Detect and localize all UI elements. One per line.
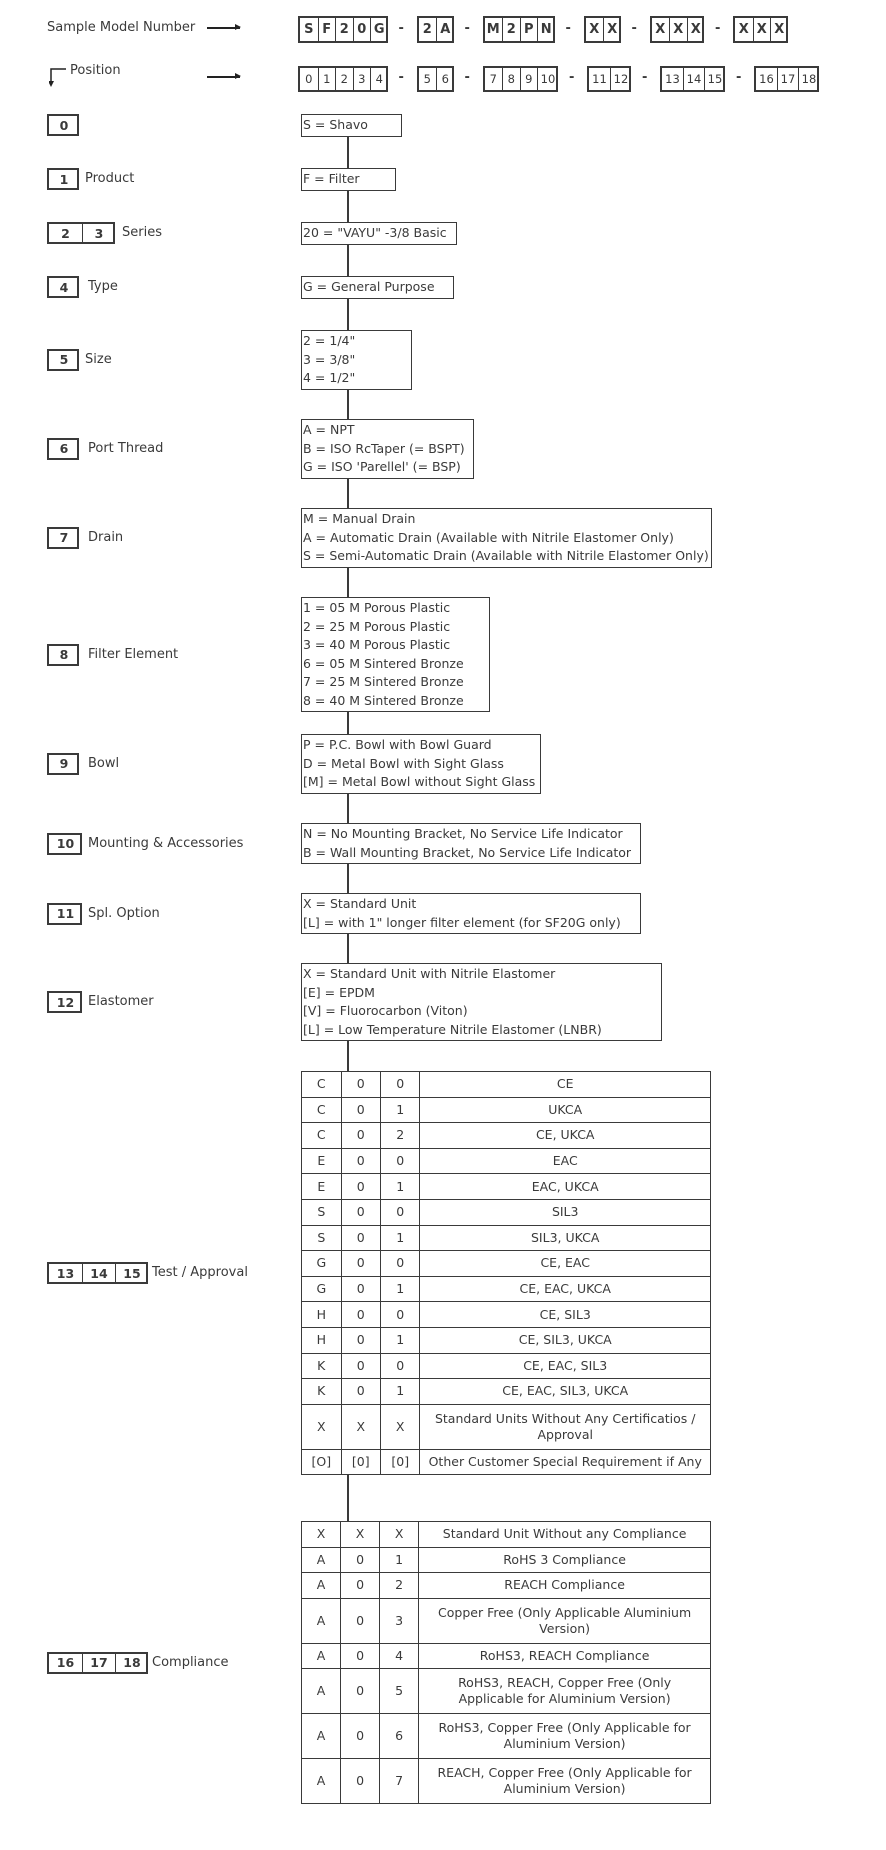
connector-line	[347, 191, 349, 223]
table-row	[302, 1097, 711, 1123]
section-label: Bowl	[88, 755, 120, 771]
position-corner-arrow-icon	[49, 68, 67, 82]
code-cell: 0	[341, 1174, 380, 1200]
code-cell: 0	[341, 1123, 380, 1149]
code-cell: 1	[381, 1379, 420, 1405]
position-box-group	[47, 833, 82, 855]
code-cell: 0	[381, 1199, 420, 1225]
code-cell: 0	[381, 1353, 420, 1379]
position-box: 10	[56, 836, 75, 851]
code-cell: E	[302, 1174, 342, 1200]
table-row	[302, 1449, 711, 1475]
code-cell: E	[302, 1148, 342, 1174]
table-row	[302, 1251, 711, 1277]
table-row	[302, 1598, 711, 1643]
code-cell: 1	[381, 1225, 420, 1251]
table-row	[302, 1643, 711, 1669]
position-box-group	[47, 753, 79, 775]
model-char: N	[537, 18, 555, 41]
connector-line	[347, 794, 349, 824]
option-line: B = ISO RcTaper (= BSPT)	[303, 440, 465, 456]
position-box-group	[47, 1652, 148, 1674]
position-char: 16	[759, 72, 774, 86]
position-char: 4	[370, 68, 388, 90]
code-cell: 1	[381, 1276, 420, 1302]
position-box: 12	[56, 994, 75, 1010]
options-box	[301, 893, 641, 934]
model-char: M	[486, 22, 500, 37]
position-char: 0	[305, 72, 313, 86]
position-box: 13	[56, 1265, 75, 1281]
connector-line	[347, 1475, 349, 1521]
code-cell: 0	[341, 1251, 380, 1277]
options-box	[301, 823, 641, 864]
description-cell: CE, SIL3, UKCA	[420, 1327, 711, 1353]
position-char: 2	[335, 68, 353, 90]
model-char: S	[304, 22, 314, 37]
code-cell: 2	[380, 1573, 419, 1599]
position-box: 18	[115, 1654, 148, 1672]
option-line: 8 = 40 M Sintered Bronze	[303, 692, 464, 708]
code-cell: 0	[341, 1225, 380, 1251]
description-cell: CE	[420, 1072, 711, 1098]
code-cell: [0]	[341, 1449, 380, 1475]
option-line: A = Automatic Drain (Available with Nitrile Elastomer Only)	[303, 529, 674, 545]
model-char: A	[436, 18, 454, 41]
option-line: M = Manual Drain	[303, 511, 416, 526]
options-box	[301, 114, 402, 137]
code-cell: [O]	[302, 1449, 342, 1475]
position-char: 3	[353, 68, 371, 90]
connector-line	[347, 712, 349, 734]
position-box-group	[47, 438, 79, 460]
option-line: P = P.C. Bowl with Bowl Guard	[303, 737, 492, 752]
position-box: 11	[56, 906, 75, 921]
position-dash: -	[398, 70, 404, 85]
sample-model-label: Sample Model Number	[47, 20, 196, 35]
position-dash: -	[736, 70, 742, 85]
position-dash: -	[642, 70, 648, 85]
model-group	[650, 16, 705, 43]
options-box	[301, 963, 662, 1041]
options-box	[301, 734, 541, 794]
position-box-group	[47, 903, 82, 925]
position-char: 17	[777, 68, 798, 90]
position-box-group	[47, 1262, 148, 1284]
description-cell: EAC, UKCA	[420, 1174, 711, 1200]
code-cell: X	[302, 1404, 342, 1449]
position-box-group	[47, 644, 79, 666]
model-char: X	[687, 18, 705, 41]
table-row	[302, 1174, 711, 1200]
code-cell: 0	[341, 1669, 380, 1714]
code-cell: 1	[381, 1174, 420, 1200]
position-char: 10	[537, 68, 558, 90]
options-box	[301, 419, 474, 479]
model-group	[483, 16, 555, 43]
description-cell: CE, EAC, SIL3, UKCA	[420, 1379, 711, 1405]
code-cell: H	[302, 1302, 342, 1328]
code-cell: [0]	[381, 1449, 420, 1475]
table-row	[302, 1522, 711, 1548]
code-cell: 0	[341, 1547, 380, 1573]
code-cell: 0	[341, 1573, 380, 1599]
table-row	[302, 1573, 711, 1599]
approval-table	[301, 1071, 711, 1475]
position-group	[754, 66, 819, 92]
option-line: 20 = "VAYU" -3/8 Basic	[303, 225, 447, 240]
code-cell: H	[302, 1327, 342, 1353]
model-dash: -	[715, 20, 721, 36]
position-char: 12	[610, 68, 631, 90]
position-char: 11	[592, 72, 607, 86]
position-box: 8	[59, 647, 69, 662]
option-line: F = Filter	[303, 171, 360, 186]
connector-line	[347, 137, 349, 169]
position-group	[298, 66, 388, 92]
table-row	[302, 1353, 711, 1379]
code-cell: 6	[380, 1714, 419, 1759]
code-cell: 1	[381, 1327, 420, 1353]
option-line: [L] = Low Temperature Nitrile Elastomer (LNBR)	[303, 1021, 602, 1037]
option-line: B = Wall Mounting Bracket, No Service Life Indicator	[303, 844, 632, 860]
code-cell: 7	[380, 1759, 419, 1804]
connector-line	[347, 568, 349, 598]
model-char: 0	[353, 18, 371, 41]
description-cell: REACH Compliance	[419, 1573, 711, 1599]
model-char: X	[655, 22, 666, 37]
position-box-group	[47, 276, 79, 298]
connector-line	[347, 299, 349, 331]
code-cell: X	[302, 1522, 341, 1548]
description-cell: Standard Unit Without any Compliance	[419, 1522, 711, 1548]
description-cell: CE, EAC	[420, 1251, 711, 1277]
section-label: Port Thread	[88, 440, 164, 456]
code-cell: 0	[341, 1302, 380, 1328]
code-cell: 0	[341, 1714, 380, 1759]
connector-line	[347, 390, 349, 420]
option-line: 2 = 25 M Porous Plastic	[303, 618, 451, 634]
section-label: Elastomer	[88, 994, 154, 1009]
position-label: Position	[70, 63, 121, 78]
option-line: 3 = 3/8"	[303, 351, 356, 367]
description-cell: Other Customer Special Requirement if Any	[420, 1449, 711, 1475]
model-group	[584, 16, 621, 43]
compliance-table	[301, 1521, 711, 1804]
code-cell: C	[302, 1097, 342, 1123]
options-box	[301, 508, 712, 568]
code-cell: 0	[341, 1759, 380, 1804]
position-box: 7	[59, 530, 69, 546]
code-cell: 0	[341, 1327, 380, 1353]
position-box-group	[47, 991, 82, 1013]
code-cell: 0	[341, 1598, 380, 1643]
position-box-group	[47, 222, 115, 244]
model-char: 2	[502, 18, 520, 41]
description-cell: RoHS3, REACH, Copper Free (Only Applicable for Aluminium Version)	[419, 1669, 711, 1714]
model-char: G	[370, 18, 388, 41]
code-cell: X	[381, 1404, 420, 1449]
position-dash: -	[464, 70, 470, 85]
code-cell: 1	[380, 1547, 419, 1573]
model-char: X	[589, 22, 600, 37]
position-box: 3	[82, 224, 115, 242]
option-line: G = ISO 'Parellel' (= BSP)	[303, 459, 461, 474]
position-box: 5	[59, 352, 69, 368]
code-cell: 0	[381, 1302, 420, 1328]
position-box-group	[47, 527, 79, 549]
model-char: F	[318, 18, 336, 41]
code-cell: 0	[341, 1353, 380, 1379]
code-cell: 0	[341, 1072, 380, 1098]
option-line: G = General Purpose	[303, 279, 435, 294]
section-label: Test / Approval	[152, 1265, 248, 1281]
table-row	[302, 1123, 711, 1149]
code-cell: 0	[341, 1379, 380, 1405]
code-cell: 4	[380, 1643, 419, 1669]
code-cell: 0	[341, 1643, 380, 1669]
options-box	[301, 330, 412, 390]
options-box	[301, 597, 490, 712]
model-group	[733, 16, 788, 43]
code-cell: 0	[381, 1072, 420, 1098]
table-row	[302, 1714, 711, 1759]
position-char: 18	[798, 68, 819, 90]
model-dash: -	[631, 20, 637, 36]
section-label: Product	[85, 171, 135, 187]
table-row	[302, 1199, 711, 1225]
position-char: 13	[665, 72, 680, 86]
options-box	[301, 222, 457, 245]
table-row	[302, 1225, 711, 1251]
code-cell: A	[302, 1573, 341, 1599]
table-row	[302, 1379, 711, 1405]
table-row	[302, 1547, 711, 1573]
section-label: Filter Element	[88, 646, 179, 662]
position-box: 16	[56, 1655, 75, 1671]
position-box: 1	[59, 171, 69, 187]
code-cell: 3	[380, 1598, 419, 1643]
option-line: S = Semi-Automatic Drain (Available with Nitrile Elastomer Only)	[303, 548, 709, 563]
option-line: A = NPT	[303, 422, 355, 437]
option-line: 4 = 1/2"	[303, 370, 356, 385]
code-cell: 0	[341, 1148, 380, 1174]
position-box-group	[47, 168, 79, 190]
section-label: Spl. Option	[88, 905, 160, 921]
position-box: 9	[59, 756, 69, 772]
position-box-group	[47, 349, 79, 371]
position-box: 6	[59, 441, 69, 457]
model-group	[417, 16, 454, 43]
option-line: X = Standard Unit	[303, 896, 417, 911]
option-line: 7 = 25 M Sintered Bronze	[303, 674, 464, 689]
option-line: 1 = 05 M Porous Plastic	[303, 600, 451, 615]
model-char: 2	[422, 22, 432, 37]
table-row	[302, 1327, 711, 1353]
table-row	[302, 1404, 711, 1449]
table-row	[302, 1276, 711, 1302]
position-group	[660, 66, 725, 92]
option-line: S = Shavo	[303, 117, 368, 132]
code-cell: 2	[381, 1123, 420, 1149]
option-line: [V] = Fluorocarbon (Viton)	[303, 1003, 468, 1018]
code-cell: K	[302, 1379, 342, 1405]
description-cell: CE, UKCA	[420, 1123, 711, 1149]
position-group	[587, 66, 631, 92]
code-cell: 5	[380, 1669, 419, 1714]
option-line: [M] = Metal Bowl without Sight Glass	[303, 774, 536, 789]
position-arrow	[207, 76, 240, 78]
code-cell: C	[302, 1123, 342, 1149]
option-line: [E] = EPDM	[303, 984, 375, 1000]
description-cell: CE, SIL3	[420, 1302, 711, 1328]
position-char: 6	[436, 68, 454, 90]
code-cell: G	[302, 1251, 342, 1277]
model-char: X	[603, 18, 621, 41]
position-char: 15	[704, 68, 725, 90]
connector-line	[347, 864, 349, 893]
table-row	[302, 1759, 711, 1804]
code-cell: 0	[341, 1097, 380, 1123]
code-cell: A	[302, 1759, 341, 1804]
table-row	[302, 1302, 711, 1328]
options-box	[301, 168, 396, 191]
model-char: X	[753, 18, 771, 41]
option-line: D = Metal Bowl with Sight Glass	[303, 755, 504, 771]
code-cell: S	[302, 1225, 342, 1251]
position-char: 8	[502, 68, 520, 90]
code-cell: K	[302, 1353, 342, 1379]
section-label: Drain	[88, 529, 124, 545]
description-cell: RoHS3, REACH Compliance	[419, 1643, 711, 1669]
position-box: 0	[59, 117, 69, 133]
options-box	[301, 276, 454, 299]
model-char: X	[738, 22, 749, 37]
option-line: 6 = 05 M Sintered Bronze	[303, 655, 464, 671]
option-line: [L] = with 1" longer filter element (for SF20G only)	[303, 914, 621, 930]
option-line: 2 = 1/4"	[303, 333, 356, 348]
option-line: N = No Mounting Bracket, No Service Life Indicator	[303, 826, 623, 841]
code-cell: 0	[341, 1199, 380, 1225]
section-label: Series	[122, 225, 162, 241]
description-cell: CE, EAC, SIL3	[420, 1353, 711, 1379]
model-dash: -	[464, 20, 470, 36]
position-char: 7	[489, 72, 497, 86]
table-row	[302, 1669, 711, 1714]
position-char: 1	[318, 68, 336, 90]
position-dash: -	[569, 70, 575, 85]
description-cell: REACH, Copper Free (Only Applicable for Aluminium Version)	[419, 1759, 711, 1804]
connector-line	[347, 479, 349, 509]
description-cell: Standard Units Without Any Certificatios / Approval	[420, 1404, 711, 1449]
position-box-group	[47, 114, 79, 136]
model-char: 2	[335, 18, 353, 41]
position-box: 17	[82, 1654, 115, 1672]
option-line: X = Standard Unit with Nitrile Elastomer	[303, 966, 556, 981]
description-cell: EAC	[420, 1148, 711, 1174]
position-box: 2	[61, 225, 70, 241]
section-label: Size	[85, 351, 112, 367]
model-char: X	[770, 18, 788, 41]
description-cell: RoHS 3 Compliance	[419, 1547, 711, 1573]
code-cell: A	[302, 1714, 341, 1759]
code-cell: A	[302, 1643, 341, 1669]
option-line: 3 = 40 M Porous Plastic	[303, 637, 451, 652]
code-cell: X	[341, 1522, 380, 1548]
position-box: 4	[59, 279, 69, 295]
position-char: 14	[683, 68, 704, 90]
position-group	[417, 66, 454, 92]
connector-line	[347, 245, 349, 277]
code-cell: 0	[381, 1251, 420, 1277]
section-label: Mounting & Accessories	[88, 835, 244, 851]
position-group	[483, 66, 559, 92]
position-char: 9	[520, 68, 538, 90]
code-cell: A	[302, 1598, 341, 1643]
code-cell: X	[341, 1404, 380, 1449]
model-dash: -	[565, 20, 571, 36]
code-cell: C	[302, 1072, 342, 1098]
position-char: 5	[423, 72, 431, 86]
code-cell: 1	[381, 1097, 420, 1123]
table-row	[302, 1072, 711, 1098]
code-cell: 0	[341, 1276, 380, 1302]
position-box: 15	[115, 1264, 148, 1282]
description-cell: SIL3, UKCA	[420, 1225, 711, 1251]
description-cell: SIL3	[420, 1199, 711, 1225]
description-cell: Copper Free (Only Applicable Aluminium Version)	[419, 1598, 711, 1643]
table-row	[302, 1148, 711, 1174]
code-cell: 0	[381, 1148, 420, 1174]
code-cell: A	[302, 1669, 341, 1714]
model-group	[298, 16, 388, 43]
section-label: Type	[88, 279, 118, 295]
position-box: 14	[82, 1264, 115, 1282]
sample-arrow	[207, 27, 240, 29]
connector-line	[347, 934, 349, 963]
code-cell: G	[302, 1276, 342, 1302]
section-label: Compliance	[152, 1654, 229, 1670]
description-cell: UKCA	[420, 1097, 711, 1123]
connector-line	[347, 1041, 349, 1071]
code-cell: S	[302, 1199, 342, 1225]
description-cell: CE, EAC, UKCA	[420, 1276, 711, 1302]
model-dash: -	[398, 20, 404, 36]
model-char: X	[669, 18, 687, 41]
code-cell: A	[302, 1547, 341, 1573]
description-cell: RoHS3, Copper Free (Only Applicable for Aluminium Version)	[419, 1714, 711, 1759]
model-char: P	[520, 18, 538, 41]
code-cell: X	[380, 1522, 419, 1548]
